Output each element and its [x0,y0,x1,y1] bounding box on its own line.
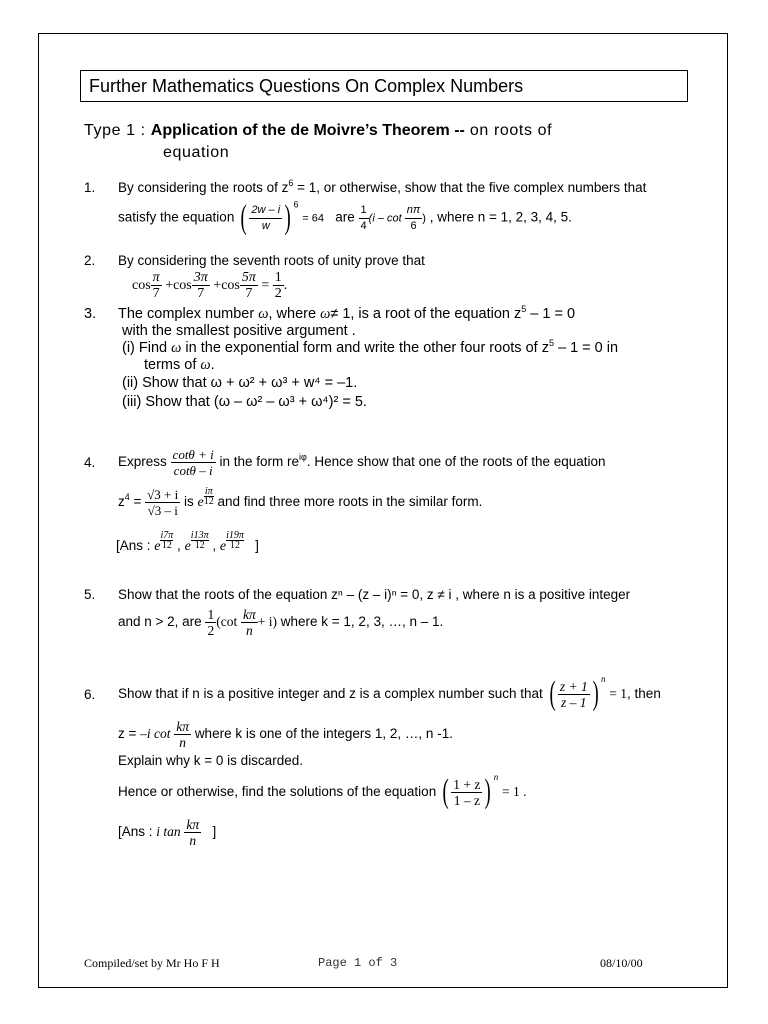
q4-ans-e1: e [154,539,161,554]
section-heading-line2: equation [163,144,230,161]
q5-kn: kπ [242,606,256,622]
q6-l2b: where k is one of the integers 1, 2, …, n -1. [194,726,453,741]
q1-quarter-den: 4 [360,219,367,232]
q4-a3-bot: 12 [230,539,240,551]
q6-l2m: –i cot [140,726,171,741]
q1-line1 [118,180,646,196]
q6-ans-kd: n [189,832,197,848]
q3-omega1: ω [258,306,269,322]
q2-rn: 1 [274,270,282,286]
q3-l4b: . [210,357,215,373]
q1-fraction [249,203,282,234]
q5-hn: 1 [207,606,215,622]
footer-date: 08/10/00 [600,956,643,970]
q4-z-sup: 4 [124,492,130,502]
q6-ans-m: i tan [156,824,181,839]
heading-bold: Application of the de Moivre’s Theorem -- [150,122,465,139]
q1-inner-num: nπ [405,203,423,219]
q4-line2 [118,480,482,525]
q4-z: z [118,494,125,509]
q6-line3: Explain why k = 0 is discarded. [118,753,303,768]
q5-cot: (cot [216,614,238,629]
q6-hn: 1 + z [453,776,481,792]
q4-answer [116,528,259,565]
q4-a3-top: i19π [226,529,244,541]
q5-kd: n [245,622,253,638]
q1-number: 1. [84,180,96,195]
q4-l1b: in the form re [219,454,299,469]
q4-ans-suffix: ] [255,538,259,553]
q4-ans-prefix: [Ans : [116,538,155,553]
q3-l4a: terms of [144,357,201,373]
q6-number: 6. [84,687,96,702]
q4-express: Express [118,454,167,469]
q4-ans-e2: e [184,539,191,554]
q2-f2n: 3π [193,270,208,286]
q6-exp: n [601,674,606,684]
q2-f1d: 7 [152,286,160,302]
q4-line1 [118,440,606,484]
q2-f3n: 5π [241,270,256,286]
q3-l1c: ≠ 1, is a root of the equation z [330,306,522,322]
q2-number: 2. [84,253,96,268]
q2-frac1 [151,270,162,301]
section-heading [84,122,552,140]
q6-rparen: ) [592,675,599,713]
q6-lparen: ( [549,675,556,713]
q2-plus2: + [213,278,222,293]
q4-a1-bot: 12 [161,539,172,551]
q2-cos2: cos [173,278,192,293]
q2-line1: By considering the seventh roots of unity prove that [118,253,425,268]
q1-inner-frac [405,203,423,234]
q1-inner-b: ) [422,212,426,225]
q5-kpi [241,607,258,638]
q3-l3b: in the exponential form and write the other four roots of z [181,340,549,356]
q1-line2 [118,198,572,238]
q5-l2b: where k = 1, 2, 3, …, n – 1. [280,614,444,629]
q2-frac2 [192,270,210,301]
q3-omega2: ω [320,306,331,322]
q1-text-a: By considering the roots of z [118,180,289,195]
q6-l4a: Hence or otherwise, find the solutions of the equation [118,784,437,799]
q4-root-frac [145,487,180,518]
q6-line4 [118,768,527,816]
q3-omega4: ω [200,357,211,373]
q6-ans-kpi [184,817,201,848]
q5-half [205,607,216,638]
heading-prefix: Type 1 : [84,122,151,139]
q6-kpi [174,719,191,750]
q6-hfrac [451,777,482,808]
q4-l2c: and find three more roots in the similar form. [217,494,483,509]
q6-rparen2: ) [484,773,492,811]
q3-l3c: – 1 = 0 in [553,340,619,356]
q4-z-eq: = [129,494,142,509]
q4-a1-top: i7π [160,529,174,541]
q1-satisfy: satisfy the equation [118,209,235,225]
q2-plus1: + [165,278,174,293]
q4-comma2: , [212,538,217,553]
q4-ans-exp1 [160,531,173,550]
q4-fn: cotθ + i [172,446,214,462]
q4-e-top: iπ [204,485,213,497]
q6-zfrac [558,679,590,710]
q4-a2-top: i13π [190,529,209,541]
q4-rd: √3 – i [147,502,178,518]
q2-f1n: π [152,270,160,286]
q2-f2d: 7 [197,286,205,302]
q1-sup: 6 [288,178,294,188]
q1-inner-den: 6 [410,219,417,232]
q3-l1a: The complex number [118,306,259,322]
q1-exp: 6 [293,199,299,210]
q2-f3d: 7 [245,286,253,302]
q5-plus-i: + i) [257,614,277,629]
q1-quarter-num: 1 [359,203,369,219]
q5-line2 [118,600,443,644]
q5-number: 5. [84,587,96,602]
q1-are: are [335,209,355,225]
q1-where: , where n = 1, 2, 3, 4, 5. [429,209,572,225]
q4-fd: cotθ – i [173,462,213,478]
q4-exponent [204,487,214,506]
q4-ans-exp3 [226,531,244,550]
q6-ans-kn: kπ [186,816,200,832]
q1-lparen: ( [240,199,247,236]
page-title: Further Mathematics Questions On Complex Numbers [80,70,688,102]
q4-comma1: , [177,538,181,553]
q6-zd: z – 1 [561,694,587,710]
q6-kn: kπ [176,718,190,734]
q5-l2a: and n > 2, are [118,614,202,629]
q6-zn: z + 1 [559,678,588,694]
q4-number: 4. [84,455,96,470]
q1-frac-den: w [261,219,270,232]
q6-exp2: n [493,772,499,782]
heading-suffix: on roots of [464,122,553,139]
q2-result [273,270,284,301]
q4-ans-exp2 [191,531,209,550]
q2-cos1: cos [132,278,151,293]
q3-l1d: – 1 = 0 [526,306,576,322]
footer-author: Compiled/set by Mr Ho F H [84,956,220,970]
q2-cos3: cos [221,278,240,293]
q6-l1a: Show that if n is a positive integer and z is a complex number such that [118,686,543,701]
q3-line1 [118,306,575,323]
q4-sup: iφ [299,452,307,462]
q2-end: . [283,278,288,293]
q2-equation [132,268,287,304]
q6-l4b: = 1 . [502,784,527,799]
q3-l1b: , where [268,306,321,322]
q4-ans-e3: e [219,539,227,554]
footer-page-number: Page 1 of 3 [318,956,398,970]
q6-hd: 1 – z [453,792,480,808]
q5-hd: 2 [207,622,215,638]
q6-l1b: , then [627,686,661,701]
q4-a2-bot: 12 [194,539,205,551]
q3-omega3: ω [171,340,182,356]
q4-l1c: . Hence show that one of the roots of the equation [306,454,606,469]
q2-rd: 2 [274,286,282,302]
q5-line1: Show that the roots of the equation zⁿ – (z – i)ⁿ = 0, z ≠ i , where n is a positive integer [118,587,631,602]
q6-kd: n [179,734,187,750]
q3-line6: (iii) Show that (ω – ω² – ω³ + ω⁴)² = 5. [122,394,367,410]
q1-inner-a: (i – cot [368,212,405,225]
q1-frac-num: 2w – i [249,203,282,219]
q1-eq: = 64 [302,212,324,225]
q6-ans-suffix: ] [212,824,217,839]
q3-number: 3. [84,306,97,322]
q3-l3a: (i) Find [122,340,172,356]
q2-frac3 [240,270,258,301]
q4-e-bot: 12 [203,495,214,507]
q6-l2a: z = [118,726,141,741]
q6-line1 [118,670,661,718]
q1-quarter [359,203,369,234]
q6-line2 [118,714,453,754]
q3-line3 [122,340,618,357]
q4-rn: √3 + i [147,486,179,502]
q4-fraction [171,447,216,478]
q6-answer [118,812,216,852]
q1-text-b: = 1, or otherwise, show that the five complex numbers that [293,180,647,195]
q4-is: is [184,494,194,509]
q4-e: e [197,495,204,510]
q3-sup1: 5 [521,304,527,314]
q3-sup2: 5 [548,338,554,348]
q1-rparen: ) [284,199,291,236]
q3-line5: (ii) Show that ω + ω² + ω³ + w⁴ = –1. [122,375,358,391]
q6-lparen2: ( [442,773,449,811]
q6-eq1: = 1 [609,686,628,701]
q6-ans-prefix: [Ans : [118,824,157,839]
q2-eq: = [261,278,270,293]
q3-line2: with the smallest positive argument . [122,323,356,339]
q3-line4 [144,357,215,374]
